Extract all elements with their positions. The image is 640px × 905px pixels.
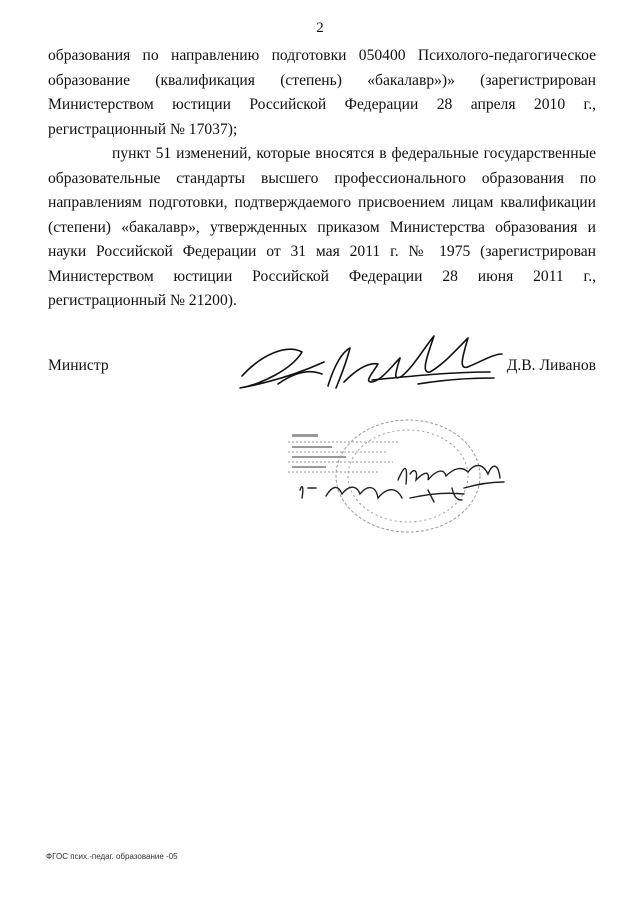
- page-number: 2: [316, 20, 324, 36]
- footer-file-label: ФГОС псих.-педаг. образование -05: [46, 852, 178, 861]
- paragraph-item-51: пункт 51 изменений, которые вносятся в федеральные государственные образовательные стандарты высшего профессионального образования по направлениям подготовки, подтверждаемого присвоением лицам квалификации (степени) «бакалавр», утвержденных приказом Министерства образования и науки Российской Федерации от 31 мая 2011 г. № 1975 (зарегистрирован Министерством юстиции Российской Федерации 28 июня 2011 г., регистрационный № 21200).: [48, 145, 596, 309]
- document-body: [48, 44, 596, 314]
- signatory-title: Министр: [48, 357, 109, 374]
- handwritten-signature: [232, 314, 504, 392]
- approval-stamp: [278, 414, 508, 534]
- signatory-name: Д.В. Ливанов: [506, 357, 596, 374]
- paragraph-continuation: образования по направлению подготовки 050400 Психолого-педагогическое образование (квалификация (степень) «бакалавр»)» (зарегистрирован Министерством юстиции Российской Федерации 28 апреля 2010 г., регистрационный № 17037);: [48, 47, 596, 138]
- stamp-graphic: [278, 414, 508, 534]
